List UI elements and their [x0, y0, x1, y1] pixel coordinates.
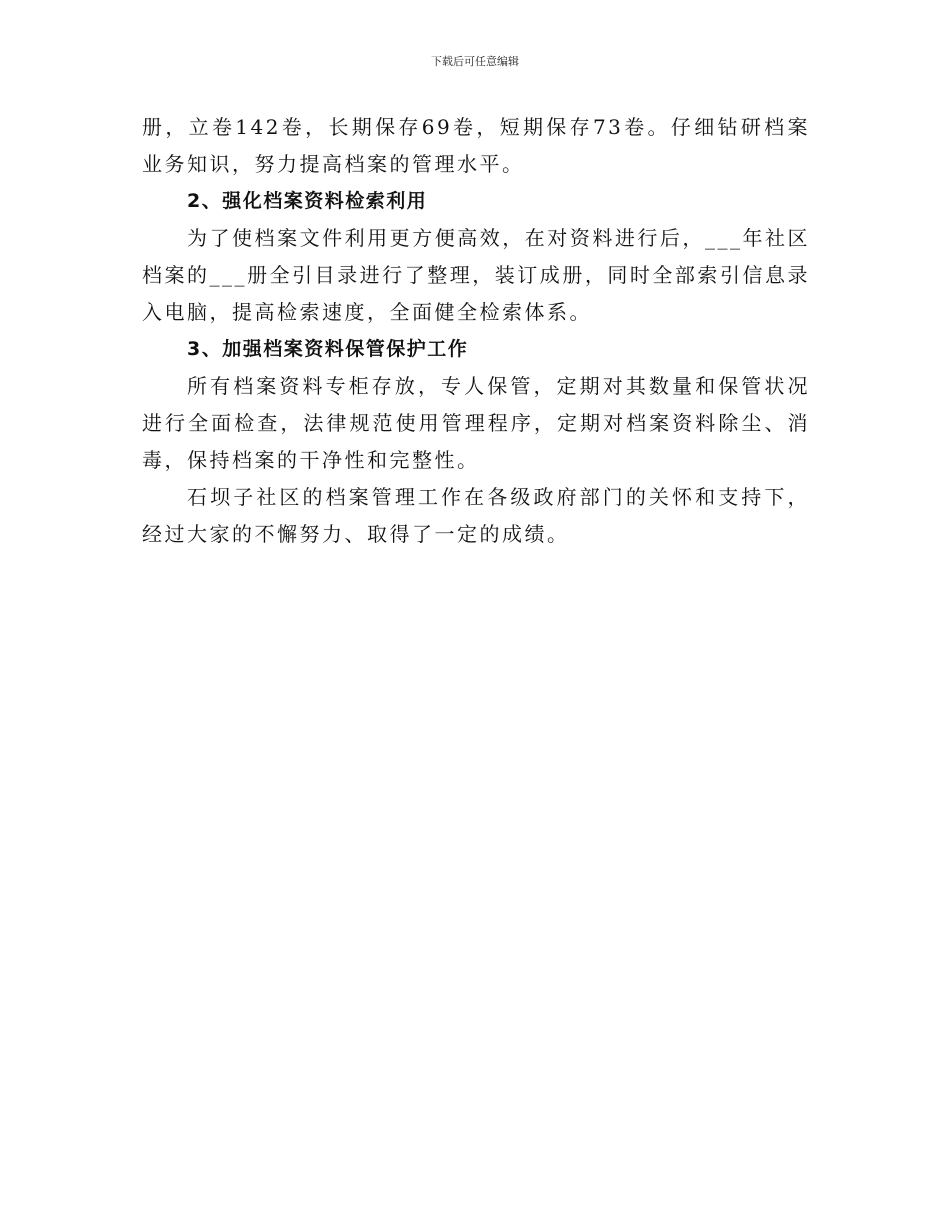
paragraph-section-2: 为了使档案文件利用更方便高效，在对资料进行后，___年社区档案的___册全引目录进行了整理，装订成册，同时全部索引信息录入电脑，提高检索速度，全面健全检索体系。 — [142, 226, 810, 324]
section-heading-3: 3、加强档案资料保管保护工作 — [187, 338, 469, 360]
section-heading-2: 2、强化档案资料检索利用 — [187, 190, 428, 212]
document-body — [142, 109, 810, 553]
paragraph-section-3: 所有档案资料专柜存放，专人保管，定期对其数量和保管状况进行全面检查，法律规范使用管理程序，定期对档案资料除尘、消毒，保持档案的干净性和完整性。 — [142, 374, 810, 472]
page-header-note: 下载后可任意编辑 — [431, 55, 519, 68]
paragraph-conclusion: 石坝子社区的档案管理工作在各级政府部门的关怀和支持下，经过大家的不懈努力、取得了一定的成绩。 — [142, 485, 810, 546]
paragraph-intro: 册，立卷142卷，长期保存69卷，短期保存73卷。仔细钻研档案业务知识，努力提高档案的管理水平。 — [142, 115, 810, 176]
